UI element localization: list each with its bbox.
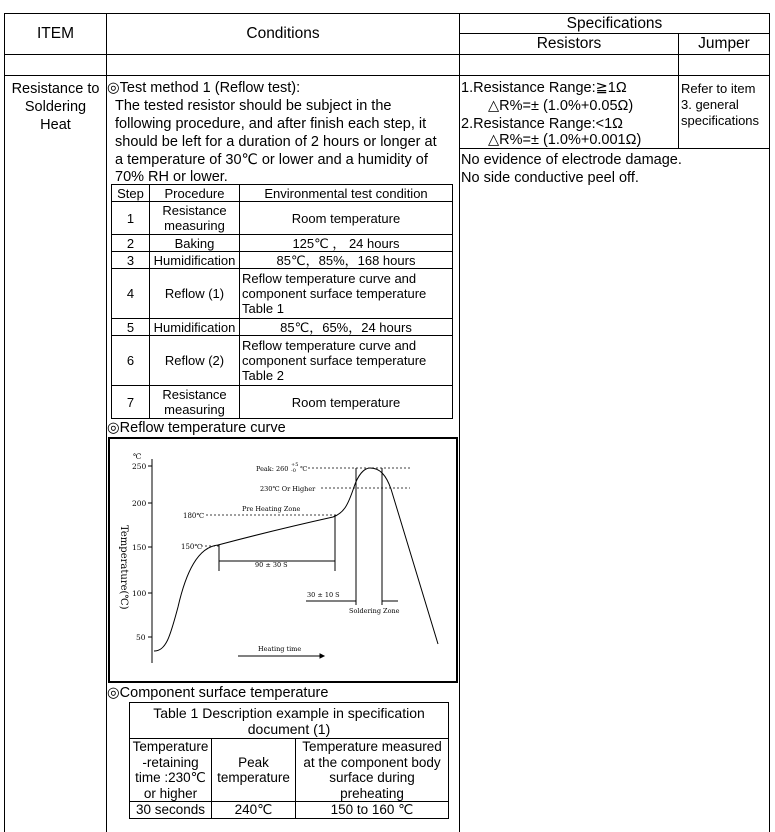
steps-header-row: [112, 185, 453, 202]
table-row: [112, 269, 453, 319]
label-90s: 90 ± 30 S: [255, 561, 288, 569]
step-condition: Room temperature: [240, 386, 453, 419]
table-row: [112, 319, 453, 336]
description-line: should be left for a duration of 2 hours or longer at: [115, 134, 437, 150]
step-header: Step: [112, 185, 150, 202]
description-line: following procedure, and after finish each step, it: [115, 116, 427, 132]
table-row: [112, 336, 453, 386]
step-number: 4: [112, 269, 150, 319]
label-heating-time: Heating time: [258, 645, 302, 653]
step-procedure: Reflow (2): [150, 336, 240, 386]
jumper-line: 3. general: [681, 97, 739, 112]
table1-title-row: [130, 703, 449, 739]
step-number: 7: [112, 386, 150, 419]
y-axis-label: Temperature(℃): [118, 525, 129, 610]
label-30s: 30 ± 10 S: [307, 591, 340, 599]
conditions-header: Conditions: [246, 25, 320, 42]
y-tick-label: 100: [132, 589, 147, 598]
table1-header-row: [130, 739, 449, 802]
procedure-header: Procedure: [150, 185, 240, 202]
step-condition: 85℃，85%，168 hours: [240, 252, 453, 269]
description-line: The tested resistor should be subject in the: [115, 98, 392, 114]
item-label-line: Heat: [40, 117, 71, 133]
step-procedure: Humidification: [150, 319, 240, 336]
step-procedure: Reflow (1): [150, 269, 240, 319]
step-condition: Reflow temperature curve and component surface temperature Table 2: [240, 336, 453, 386]
step-procedure: Resistance measuring: [150, 202, 240, 235]
table1-col2: Peak temperature: [212, 739, 296, 802]
step-condition: 125℃ ， 24 hours: [240, 235, 453, 252]
table1-value-row: [130, 802, 449, 819]
peak-label: Peak: 260: [256, 465, 289, 473]
item-label-line: Soldering: [24, 99, 87, 115]
spec-line: △R%=± (1.0%+0.001Ω): [488, 132, 642, 148]
grid-line: [4, 54, 770, 55]
y-tick-label: 150: [132, 543, 147, 552]
step-condition: Reflow temperature curve and component surface temperature Table 1: [240, 269, 453, 319]
grid-line: [4, 13, 770, 14]
spec-note: No evidence of electrode damage.: [461, 152, 682, 168]
table1-val1: 30 seconds: [130, 802, 212, 819]
spec-line: △R%=± (1.0%+0.05Ω): [488, 98, 634, 114]
label-soldering: Soldering Zone: [349, 607, 400, 615]
label-150: 150℃: [181, 543, 203, 551]
peak-unit: ℃: [300, 465, 308, 473]
table-row: [112, 235, 453, 252]
step-procedure: Humidification: [150, 252, 240, 269]
steps-table: [111, 184, 453, 419]
step-condition: Room temperature: [240, 202, 453, 235]
table-row: [112, 386, 453, 419]
reflow-curve-graph: [108, 437, 459, 684]
step-number: 6: [112, 336, 150, 386]
spec-line: 1.Resistance Range:≧1Ω: [461, 80, 627, 96]
grid-line: [769, 13, 770, 832]
y-tick-label: 200: [132, 499, 147, 508]
step-number: 1: [112, 202, 150, 235]
peak-tol-plus: +5: [291, 462, 299, 468]
table1-val3: 150 to 160 ℃: [296, 802, 449, 819]
spec-line: 2.Resistance Range:<1Ω: [461, 116, 623, 132]
y-tick-label: 50: [136, 633, 146, 642]
grid-line: [459, 13, 460, 832]
table1-val2: 240℃: [212, 802, 296, 819]
jumper-line: Refer to item: [681, 81, 756, 96]
peak-tol-minus: -0: [291, 468, 296, 474]
y-unit: ℃: [133, 452, 142, 461]
step-number: 5: [112, 319, 150, 336]
grid-line: [459, 33, 770, 34]
jumper-line: specifications: [681, 113, 760, 128]
table1-col1: Temperature -retaining time :230℃ or higher: [130, 739, 212, 802]
resistors-header: Resistors: [536, 35, 602, 52]
item-label-line: Resistance to: [11, 81, 100, 97]
condition-header: Environmental test condition: [240, 185, 453, 202]
table1-title: Table 1 Description example in specification document (1): [130, 703, 449, 739]
label-180: 180℃: [183, 512, 205, 520]
component-title: ◎Component surface temperature: [107, 685, 329, 701]
step-number: 3: [112, 252, 150, 269]
description-line: a temperature of 30℃ or lower and a humidity of: [115, 152, 428, 168]
step-procedure: Resistance measuring: [150, 386, 240, 419]
table-row: [112, 202, 453, 235]
specifications-header: Specifications: [566, 15, 663, 32]
grid-line: [4, 75, 770, 76]
jumper-header: Jumper: [698, 35, 750, 52]
y-tick-label: 250: [132, 462, 147, 471]
grid-line: [4, 13, 5, 832]
description-line: 70% RH or lower.: [115, 169, 228, 185]
table-row: [112, 252, 453, 269]
label-pre-heating: Pre Heating Zone: [242, 505, 301, 513]
item-header: ITEM: [36, 25, 75, 42]
test-method-title: ◎Test method 1 (Reflow test):: [107, 80, 301, 96]
label-230: 230℃ Or Higher: [260, 485, 316, 493]
step-number: 2: [112, 235, 150, 252]
spec-note: No side conductive peel off.: [461, 170, 639, 186]
table1: [129, 702, 449, 819]
table1-col3: Temperature measured at the component body surface during preheating: [296, 739, 449, 802]
step-condition: 85℃，65%，24 hours: [240, 319, 453, 336]
curve-title: ◎Reflow temperature curve: [107, 420, 286, 436]
step-procedure: Baking: [150, 235, 240, 252]
